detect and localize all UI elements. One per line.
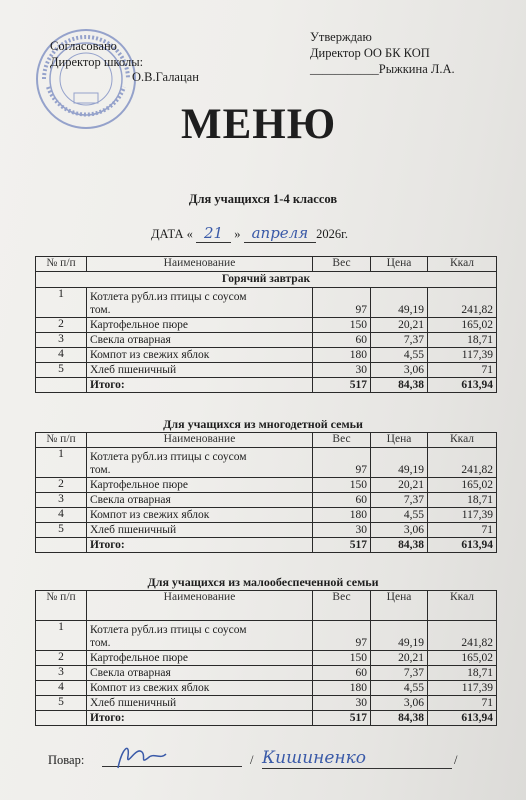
item-kcal: 18,71 (428, 666, 497, 681)
item-number: 1 (36, 621, 87, 651)
total-row (36, 711, 497, 726)
item-price: 49,19 (371, 288, 428, 318)
col-number-header: № п/п (36, 257, 87, 272)
col-price-header: Цена (371, 591, 428, 621)
item-number: 3 (36, 493, 87, 508)
item-number: 4 (36, 348, 87, 363)
item-number: 5 (36, 523, 87, 538)
item-weight: 180 (313, 348, 371, 363)
item-name (87, 696, 313, 711)
total-weight: 517 (313, 711, 371, 726)
col-price-header: Цена (371, 433, 428, 448)
item-kcal: 18,71 (428, 493, 497, 508)
item-name (87, 493, 313, 508)
signature-close-bracket: / (454, 753, 458, 767)
total-label: Итого: (87, 378, 313, 393)
table-row (36, 696, 497, 711)
item-name-line: Хлеб пшеничный (90, 697, 177, 709)
item-name-line: Хлеб пшеничный (90, 524, 177, 536)
item-name-line: Картофельное пюре (90, 652, 189, 664)
item-kcal: 165,02 (428, 651, 497, 666)
school-director-label: Директор школы: (50, 55, 144, 69)
item-name-line: Картофельное пюре (90, 479, 189, 491)
table-row (36, 681, 497, 696)
col-name-header: Наименование (87, 433, 313, 448)
item-name (87, 621, 313, 651)
item-number: 1 (36, 448, 87, 478)
total-kcal: 613,94 (428, 538, 497, 553)
item-name (87, 478, 313, 493)
item-name-line: Компот из свежих яблок (90, 509, 210, 521)
item-name-line: Картофельное пюре (90, 319, 189, 331)
item-name-line: Компот из свежих яблок (90, 682, 210, 694)
item-kcal: 117,39 (428, 508, 497, 523)
director-title: Директор ОО БК КОП (310, 46, 430, 60)
col-weight-header: Вес (313, 591, 371, 621)
item-name (87, 681, 313, 696)
item-weight: 150 (313, 651, 371, 666)
item-number: 3 (36, 333, 87, 348)
item-name-line: Хлеб пшеничный (90, 364, 177, 376)
total-price: 84,38 (371, 378, 428, 393)
item-name-line: Компот из свежих яблок (90, 349, 210, 361)
date-prefix: ДАТА « (151, 227, 193, 241)
item-weight: 180 (313, 681, 371, 696)
col-weight-header: Вес (313, 257, 371, 272)
item-weight: 30 (313, 523, 371, 538)
item-price: 7,37 (371, 493, 428, 508)
col-number-header: № п/п (36, 433, 87, 448)
total-weight: 517 (313, 538, 371, 553)
item-weight: 30 (313, 696, 371, 711)
date-year: 2026г. (316, 227, 349, 241)
cook-label: Повар: (48, 753, 85, 767)
section-caption-large-family: Для учащихся из многодетной семьи (163, 417, 363, 431)
section-caption-low-income: Для учащихся из малообеспеченной семьи (147, 575, 379, 589)
total-price: 84,38 (371, 711, 428, 726)
item-kcal: 18,71 (428, 333, 497, 348)
item-price: 7,37 (371, 333, 428, 348)
col-price-header: Цена (371, 257, 428, 272)
item-number: 1 (36, 288, 87, 318)
total-weight: 517 (313, 378, 371, 393)
item-number: 4 (36, 508, 87, 523)
item-kcal: 241,82 (428, 621, 497, 651)
item-number: 5 (36, 696, 87, 711)
col-name-header: Наименование (87, 257, 313, 272)
item-weight: 60 (313, 666, 371, 681)
item-price: 4,55 (371, 508, 428, 523)
date-month: апреля (244, 224, 317, 243)
item-price: 4,55 (371, 681, 428, 696)
group-title: Горячий завтрак (36, 272, 497, 288)
item-price: 20,21 (371, 318, 428, 333)
item-kcal: 71 (428, 363, 497, 378)
group-row (36, 272, 497, 288)
item-kcal: 117,39 (428, 681, 497, 696)
item-number: 5 (36, 363, 87, 378)
agreed-label: Согласовано (50, 39, 117, 53)
item-weight: 60 (313, 493, 371, 508)
table-row (36, 508, 497, 523)
date-mid: » (234, 227, 241, 241)
item-name-line: Свекла отварная (90, 494, 171, 506)
item-price: 4,55 (371, 348, 428, 363)
item-name (87, 333, 313, 348)
total-row (36, 378, 497, 393)
table-row (36, 666, 497, 681)
item-name-line: Котлета рубл.из птицы с соусом (90, 624, 247, 636)
item-weight: 97 (313, 621, 371, 651)
audience-caption: Для учащихся 1-4 классов (188, 192, 338, 206)
item-name (87, 348, 313, 363)
item-kcal: 165,02 (428, 478, 497, 493)
item-name (87, 651, 313, 666)
table-header-row (36, 591, 497, 621)
item-kcal: 241,82 (428, 288, 497, 318)
total-blank (36, 711, 87, 726)
director-name: ___________Рыжкина Л.А. (310, 62, 455, 76)
item-name-line: том. (90, 304, 111, 316)
page-title: МЕНЮ (181, 101, 337, 148)
total-price: 84,38 (371, 538, 428, 553)
total-kcal: 613,94 (428, 711, 497, 726)
table-header-row (36, 433, 497, 448)
menu-table-grades-1-4 (35, 256, 497, 393)
item-number: 4 (36, 681, 87, 696)
col-weight-header: Вес (313, 433, 371, 448)
item-name-line: том. (90, 637, 111, 649)
item-kcal: 71 (428, 696, 497, 711)
cook-signature (112, 738, 172, 774)
table-row (36, 288, 497, 318)
item-number: 2 (36, 651, 87, 666)
item-price: 20,21 (371, 478, 428, 493)
item-name-line: Свекла отварная (90, 334, 171, 346)
total-label: Итого: (87, 711, 313, 726)
item-name-line: том. (90, 464, 111, 476)
cook-name-handwritten: Кишиненко (262, 748, 452, 769)
table-row (36, 333, 497, 348)
item-weight: 60 (313, 333, 371, 348)
item-name (87, 523, 313, 538)
item-name-line: Котлета рубл.из птицы с соусом (90, 451, 247, 463)
col-kcal-header: Ккал (428, 257, 497, 272)
item-number: 3 (36, 666, 87, 681)
item-name (87, 318, 313, 333)
table-row (36, 348, 497, 363)
date-line (151, 226, 348, 242)
table-row (36, 318, 497, 333)
total-blank (36, 378, 87, 393)
total-blank (36, 538, 87, 553)
item-price: 3,06 (371, 363, 428, 378)
table-row (36, 363, 497, 378)
menu-table-low-income (35, 590, 497, 726)
table-row (36, 621, 497, 651)
item-weight: 97 (313, 288, 371, 318)
signature-open-bracket: / (250, 753, 254, 767)
table-row (36, 493, 497, 508)
col-kcal-header: Ккал (428, 591, 497, 621)
approved-label: Утверждаю (310, 30, 372, 44)
item-weight: 97 (313, 448, 371, 478)
col-kcal-header: Ккал (428, 433, 497, 448)
item-name (87, 363, 313, 378)
item-name (87, 288, 313, 318)
item-weight: 30 (313, 363, 371, 378)
item-name (87, 508, 313, 523)
item-kcal: 117,39 (428, 348, 497, 363)
item-price: 3,06 (371, 523, 428, 538)
item-kcal: 71 (428, 523, 497, 538)
item-price: 49,19 (371, 448, 428, 478)
item-number: 2 (36, 478, 87, 493)
total-row (36, 538, 497, 553)
item-price: 7,37 (371, 666, 428, 681)
item-weight: 180 (313, 508, 371, 523)
item-kcal: 165,02 (428, 318, 497, 333)
item-weight: 150 (313, 318, 371, 333)
item-name-line: Котлета рубл.из птицы с соусом (90, 291, 247, 303)
col-number-header: № п/п (36, 591, 87, 621)
table-row (36, 523, 497, 538)
col-name-header: Наименование (87, 591, 313, 621)
item-price: 49,19 (371, 621, 428, 651)
item-weight: 150 (313, 478, 371, 493)
item-price: 20,21 (371, 651, 428, 666)
total-label: Итого: (87, 538, 313, 553)
item-name-line: Свекла отварная (90, 667, 171, 679)
table-header-row (36, 257, 497, 272)
item-name (87, 448, 313, 478)
date-day: 21 (196, 224, 231, 243)
item-number: 2 (36, 318, 87, 333)
total-kcal: 613,94 (428, 378, 497, 393)
menu-table-large-family (35, 432, 497, 553)
item-name (87, 666, 313, 681)
table-row (36, 448, 497, 478)
table-row (36, 651, 497, 666)
table-row (36, 478, 497, 493)
school-director-name: О.В.Галацан (132, 70, 199, 84)
item-kcal: 241,82 (428, 448, 497, 478)
item-price: 3,06 (371, 696, 428, 711)
